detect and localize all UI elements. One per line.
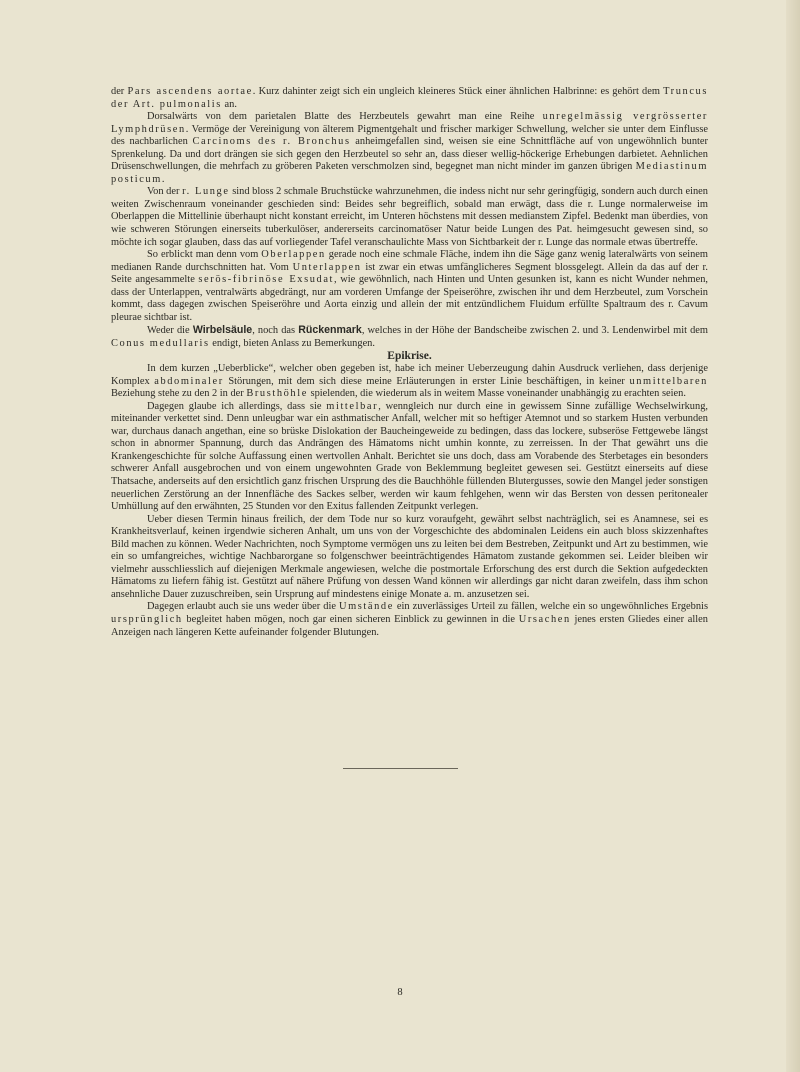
spaced-term: Brusthöhle: [246, 388, 308, 400]
text-run: Beziehung stehe zu den 2 in der: [111, 388, 247, 400]
text-run: In dem kurzen „Ueberblicke“, welcher oben gegeben ist, habe ich meiner Ueberzeugung dahin Ausdruck verliehen, dass derjenige Komplex: [111, 363, 708, 387]
paragraph: [111, 324, 708, 350]
paragraph: [111, 86, 708, 111]
bold-term: Wirbelsäule: [192, 324, 253, 337]
page-edge-shadow: [786, 0, 800, 1072]
spaced-term: r. Lunge: [182, 186, 230, 198]
text-run: So erblickt man denn vom: [147, 249, 262, 261]
paragraph: [111, 514, 708, 602]
spaced-term: Umstände: [338, 601, 394, 613]
text-run: , wenngleich nur durch eine in gewissem Sinne zufällige Wechselwirkung, miteinander verkettet sind. Denn unleugbar war ein asthmatischer Anfall, welcher mit so heftiger Atemnot und so starkem Husten verbunden war, durchaus danach angethan, eine so brüske Dislokation der Baucheingeweide zu bedingen, dass das lockere, subseröse Fettgewebe längst schon in abnormer Spannung, durch das Andrängen des Hämatoms nicht umhin konnte, zu zerreissen. In der That gewährt uns die Krankengeschichte für solche Auffassung einen wertvollen Anhalt. Berichtet sie uns doch, dass am Vorabende des Sterbetages ein besonders schwerer Anfall ausgebrochen und von einem ungewohnten Grade von Beklemmung begleitet gewesen sei. Gestützt einerseits auf diese Thatsache, anderseits auf den ersichtlich ganz frischen Ursprung des die Bauchhöhle füllenden Blutergusses, sowie den Mangel jeder sonstigen neuerlichen Zerstörung an der Innenfläche des Sackes selber, werden wir kaum fehlgehen, wenn wir das Bersten von dessen peritonealer Umhüllung auf den erwähnten, 25 Stunden vor den Exitus fallenden Zeitpunkt verlegen.: [111, 400, 708, 513]
text-run: ein zuverlässiges Urteil zu fällen, welche ein so ungewöhnliches Ergebnis: [393, 601, 708, 613]
spaced-term: abdominaler: [154, 375, 224, 387]
text-run: an.: [221, 98, 237, 110]
spaced-term: Conus medullaris: [111, 337, 210, 349]
text-run: spielenden, die wiederum als in weitem Masse voneinander unabhängig zu erachten seien.: [307, 388, 686, 400]
spaced-term: unregelmässig vergrösserter Lymphdrüsen: [111, 111, 708, 135]
spaced-term: Carcinoms des r. Bronchus: [192, 136, 351, 148]
spaced-term: Truncus der Art. pulmonalis: [111, 86, 708, 110]
text-run: , welches in der Höhe der Bandscheibe zwischen 2. und 3. Lendenwirbel mit dem: [361, 325, 708, 337]
text-run: . Vermöge der Vereinigung von älterem Pigmentgehalt und frischer markiger Schwellung, welcher sie unter dem Einflusse des nachbarlichen: [111, 123, 708, 148]
paragraph: [111, 186, 708, 249]
spaced-term: ursprünglich: [111, 613, 183, 625]
text-run: Dorsalwärts von dem parietalen Blatte des Herzbeutels gewahrt man eine Reihe: [147, 111, 543, 123]
paragraph: [111, 111, 708, 186]
text-run: Störungen, mit dem sich diese meine Erläuterungen in erster Linie beschäftigen, in keiner: [223, 375, 630, 387]
text-run: endigt, bieten Anlass zu Bemerkungen.: [209, 337, 375, 349]
paragraph: [111, 363, 708, 401]
end-rule: [343, 768, 458, 769]
paragraph: [111, 249, 708, 324]
text-run: ist zwar ein etwas umfänglicheres Segment blossgelegt. Allein da das auf der r. Seite angesammelte: [111, 261, 708, 286]
text-run: , noch das: [252, 325, 299, 337]
text-run: Von der: [147, 186, 183, 198]
text-run: , wie gewöhnlich, nach Hinten und Unten gesunken ist, kann es nicht Wunder nehmen, dass der Unterlappen, ventralwärts abgedrängt, nur am vorderen Umfange der Speiseröhre, zwischen ihr und dem Herzbeutel, zum Vorschein kommt, dass dagegen zwischen Speiseröhre und Aorta einzig und allein der mit entzündlichem Fluidum erfüllte Spaltraum des r. Cavum pleurae sichtbar ist.: [111, 274, 708, 323]
text-run: . Kurz dahinter zeigt sich ein ungleich kleineres Stück einer ähnlichen Halbrinne: es gehört dem: [252, 86, 664, 97]
page-number: 8: [397, 987, 403, 998]
paragraph: [111, 601, 708, 639]
text-run: gerade noch eine schmale Fläche, indem ihn die Säge ganz wenig lateralwärts von seinem medianen Rande durchschnitten hat. Vom: [111, 249, 708, 273]
text-run: Weder die: [147, 325, 193, 337]
spaced-term: Unterlappen: [292, 261, 362, 273]
text-run: begleitet haben mögen, noch gar einen sicheren Einblick zu gewinnen in die: [182, 613, 519, 625]
text-run: Dagegen glaube ich allerdings, dass sie: [147, 400, 327, 412]
text-run: anheimgefallen sind, weisen sie eine Schnittfläche auf von ungewöhnlich bunter Sprenkelung. Da und dort drängen sie sich gegen den Herzbeutel so sehr an, dass dieser wellig-höckerige Erhebungen darbietet. Aehnlichen Drüsenschwellungen, die mehrfach zu gröberen Paketen verschmolzen sind, begegnet man nicht minder im ganzen übrigen: [111, 136, 708, 173]
spaced-term: mittelbar: [326, 400, 379, 412]
spaced-term: unmittelbaren: [629, 375, 708, 387]
text-run: Dagegen erlaubt auch sie uns weder über die: [147, 601, 339, 613]
bold-term: Rückenmark: [298, 324, 362, 337]
spaced-term: Ursachen: [518, 613, 571, 625]
spaced-term: Mediastinum posticum: [111, 161, 708, 185]
text-run: .: [161, 173, 165, 185]
text-run: Ueber diesen Termin hinaus freilich, der dem Tode nur so kurz voraufgeht, gewährt selbst nachträglich, sei es Anamnese, sei es Krankheitsverlauf, keinen irgendwie sicheren Anhalt, um uns von der Vorgeschichte des abdominalen Leidens ein auch bloss skizzenhaftes Bild machen zu können. Weder Nachrichten, noch Symptome vermögen uns zu leiten bei dem Bestreben, Zeitpunkt und Art zu bestimmen, wie ein so umfangreiches, wichtige Nachbarorgane so folgenschwer beeinträchtigendes Hämatom zustande gekommen sei. Leider bleiben wir vielmehr ausschliesslich auf diejenigen Merkmale angewiesen, welche die postmortale Erforschung des erst durch die Sektion aufgedeckten Hämatoms zu liefern fähig ist. Gestützt auf nähere Prüfung von dessen Wand können wir allerdings gar nicht daran zweifeln, dass ihm schon ansehnliche Dauer zuzuschreiben, sein Ursprung auf mindestens einige Monate a. m. anzusetzen sei.: [111, 513, 708, 600]
paragraph: [111, 401, 708, 514]
body-text: [111, 86, 708, 639]
text-run: der: [111, 86, 128, 97]
text-run: jenes ersten Gliedes einer allen Anzeigen nach längeren Kette aufeinander folgender Blutungen.: [111, 613, 708, 638]
spaced-term: serös-fibrinöse Exsudat: [198, 274, 335, 286]
spaced-term: Oberlappen: [261, 249, 326, 261]
spaced-term: Pars ascendens aortae: [127, 86, 253, 97]
text-run: sind bloss 2 schmale Bruchstücke wahrzunehmen, die indess nicht nur sehr geringfügig, sondern auch durch einen weiten Zwischenraum voneinander geschieden sind: Beides sehr begreiflich, sobald man erwägt, dass die r. Lunge normalerweise im Oberlappen die Mittellinie überhaupt nicht konstant erreicht, im Unteren höchstens mit dessen medianstem Zipfel. Bedenkt man überdies, von wie schweren Störungen einerseits tuberkulöser, andererseits carcinomatöser Natur beide Lungen des Pat. heimgesucht gewesen sind, so möchte ich sogar glauben, dass das auf vorliegender Tafel veranschaulichte Mass von Sichtbarkeit der r. Lunge das normale etwas übertreffe.: [111, 186, 708, 248]
section-heading: Epikrise.: [387, 350, 432, 363]
